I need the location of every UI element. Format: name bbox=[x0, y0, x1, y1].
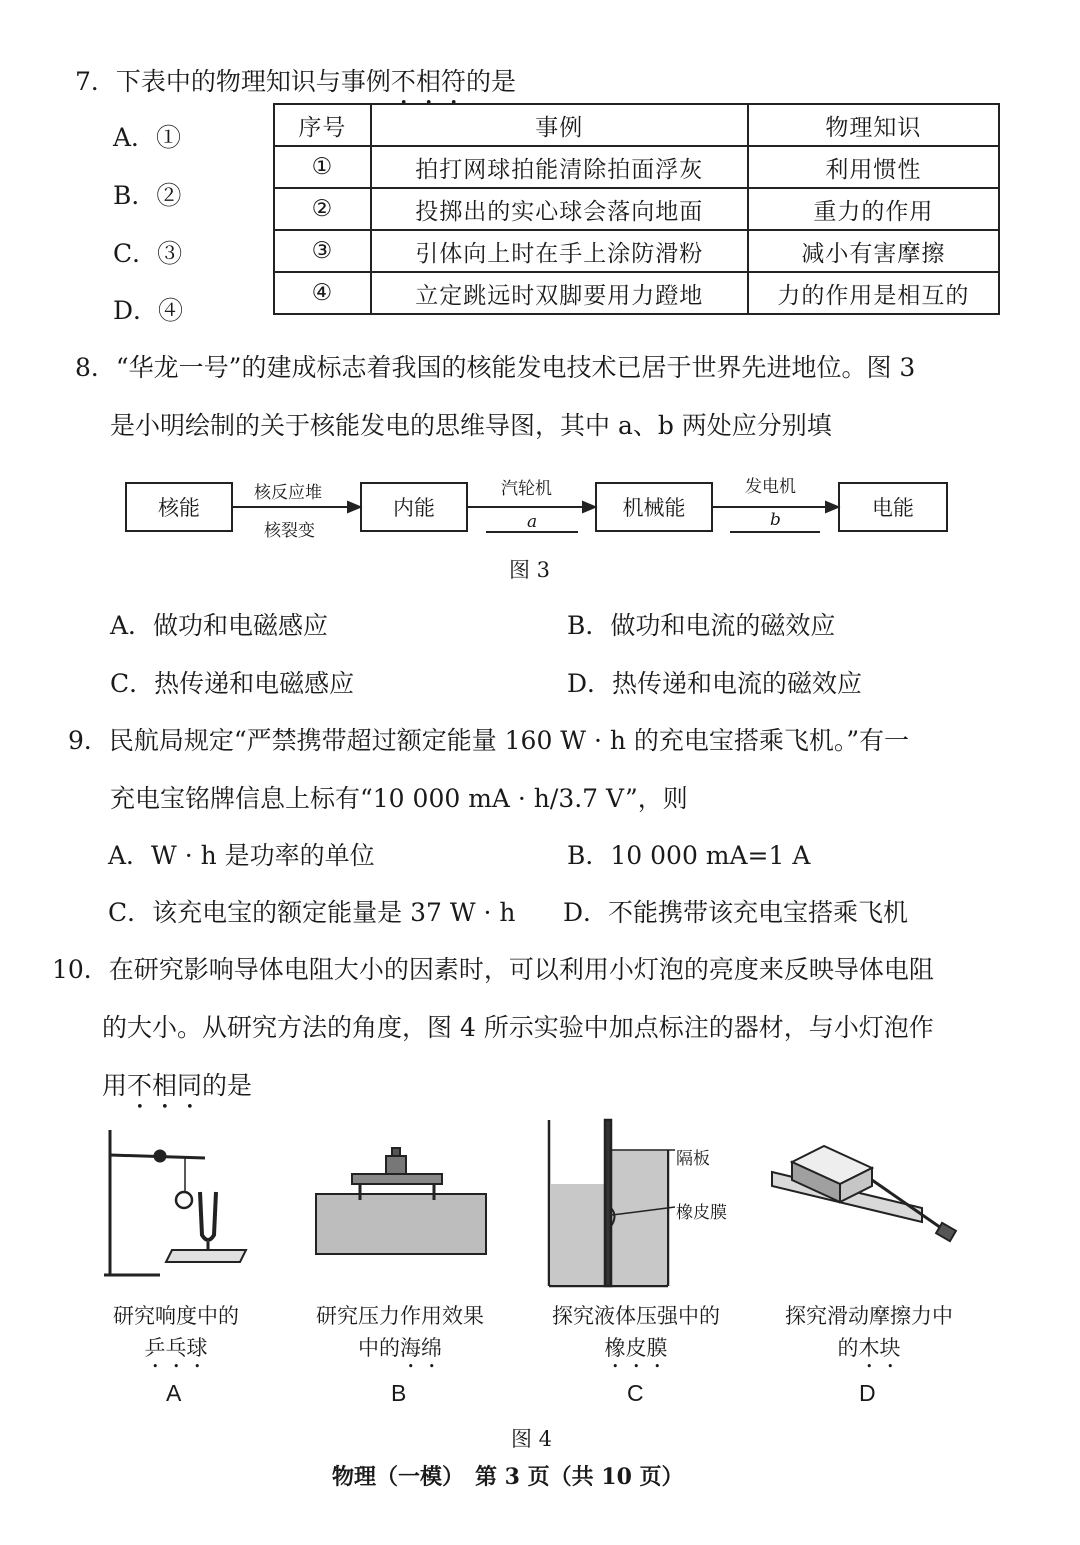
table-header-cell: 序号 bbox=[274, 104, 371, 146]
caption-d-letter: D bbox=[859, 1380, 876, 1406]
q9-stem-line2: 充电宝铭牌信息上标有“10 000 mA · h/3.7 V”，则 bbox=[110, 784, 688, 813]
q8-option-d: D．热传递和电流的磁效应 bbox=[567, 669, 863, 698]
arrow1-bottom-label: 核裂变 bbox=[264, 521, 315, 541]
q9-option-d: D．不能携带该充电宝搭乘飞机 bbox=[563, 898, 909, 927]
label-partition: 隔板 bbox=[676, 1149, 710, 1169]
q7-option-a: A．① bbox=[113, 123, 182, 152]
table-cell: 拍打网球拍能清除拍面浮灰 bbox=[371, 146, 748, 188]
box-mechanical-energy: 机械能 bbox=[595, 482, 713, 532]
q10-stem-line1: 10．在研究影响导体电阻大小的因素时，可以利用小灯泡的亮度来反映导体电阻 bbox=[52, 955, 934, 984]
table-cell: 重力的作用 bbox=[748, 188, 999, 230]
table-cell: 引体向上时在手上涂防滑粉 bbox=[371, 230, 748, 272]
liquid-pressure-setup bbox=[549, 1120, 675, 1286]
table-header-cell: 物理知识 bbox=[748, 104, 999, 146]
caption-a-line1: 研究响度中的 bbox=[113, 1304, 239, 1328]
table-cell: 利用惯性 bbox=[748, 146, 999, 188]
q10-stem-line2: 的大小。从研究方法的角度，图 4 所示实验中加点标注的器材，与小灯泡作 bbox=[102, 1013, 934, 1042]
caption-b-letter: B bbox=[391, 1380, 407, 1406]
q9-option-c: C．该充电宝的额定能量是 37 W · h bbox=[108, 898, 516, 927]
q8-stem-line1: 8．“华龙一号”的建成标志着我国的核能发电技术已居于世界先进地位。图 3 bbox=[75, 353, 916, 382]
table-cell: ① bbox=[274, 146, 371, 188]
caption-c-letter: C bbox=[627, 1380, 644, 1406]
q9-option-a: A．W · h 是功率的单位 bbox=[108, 841, 375, 870]
q8-option-a: A．做功和电磁感应 bbox=[110, 611, 329, 640]
arrow2-top-label: 汽轮机 bbox=[501, 479, 552, 499]
sliding-friction-setup bbox=[772, 1146, 956, 1241]
caption-b-line1: 研究压力作用效果 bbox=[316, 1304, 484, 1328]
caption-c-line1: 探究液体压强中的 bbox=[552, 1304, 720, 1328]
figure-4-illustrations bbox=[0, 1110, 1080, 1300]
blank-a-label: a bbox=[527, 512, 538, 532]
caption-a-letter: A bbox=[166, 1380, 182, 1406]
q10-stem-line3: 用不相同的是 bbox=[102, 1071, 253, 1100]
figure-4-caption: 图 4 bbox=[511, 1427, 553, 1451]
ping-pong-tuning-fork-setup bbox=[104, 1130, 246, 1275]
q9-stem-line1: 9．民航局规定“严禁携带超过额定能量 160 W · h 的充电宝搭乘飞机。”有一 bbox=[68, 726, 910, 755]
arrow3-top-label: 发电机 bbox=[745, 477, 796, 497]
box-nuclear-energy: 核能 bbox=[125, 482, 233, 532]
q7-option-b: B．② bbox=[113, 181, 182, 210]
caption-d-line2: 的木块 bbox=[837, 1336, 901, 1360]
box-electric-energy: 电能 bbox=[838, 482, 948, 532]
table-cell: ② bbox=[274, 188, 371, 230]
q8-option-c: C．热传递和电磁感应 bbox=[110, 669, 355, 698]
label-rubber-membrane: 橡皮膜 bbox=[676, 1203, 727, 1223]
figure-3-caption: 图 3 bbox=[509, 558, 551, 582]
arrow1-top-label: 核反应堆 bbox=[254, 483, 322, 503]
sponge-pressure-setup bbox=[316, 1148, 486, 1254]
page-footer: 物理（一模） 第 3 页（共 10 页） bbox=[332, 1464, 684, 1490]
q7-option-d: D．④ bbox=[113, 296, 184, 325]
blank-b-label: b bbox=[770, 510, 781, 530]
q9-option-b: B．10 000 mA=1 A bbox=[567, 841, 811, 870]
table-header-cell: 事例 bbox=[371, 104, 748, 146]
table-cell: 立定跳远时双脚要用力蹬地 bbox=[371, 272, 748, 314]
q7-option-c: C．③ bbox=[113, 239, 183, 268]
table-cell: ④ bbox=[274, 272, 371, 314]
arrowhead-3 bbox=[826, 502, 838, 512]
table-cell: 投掷出的实心球会落向地面 bbox=[371, 188, 748, 230]
table-cell: 力的作用是相互的 bbox=[748, 272, 999, 314]
caption-c-line2: 橡皮膜 bbox=[604, 1336, 668, 1360]
arrowhead-1 bbox=[348, 502, 360, 512]
caption-b-line2: 中的海绵 bbox=[358, 1336, 442, 1360]
caption-a-line2: 乒乓球 bbox=[144, 1336, 208, 1360]
table-cell: ③ bbox=[274, 230, 371, 272]
box-internal-energy: 内能 bbox=[360, 482, 468, 532]
caption-d-line1: 探究滑动摩擦力中 bbox=[785, 1304, 953, 1328]
table-cell: 减小有害摩擦 bbox=[748, 230, 999, 272]
arrowhead-2 bbox=[583, 502, 595, 512]
q8-stem-line2: 是小明绘制的关于核能发电的思维导图，其中 a、b 两处应分别填 bbox=[110, 411, 832, 440]
q8-option-b: B．做功和电流的磁效应 bbox=[567, 611, 836, 640]
q7-stem: 7．下表中的物理知识与事例不相符的是 bbox=[75, 67, 516, 96]
